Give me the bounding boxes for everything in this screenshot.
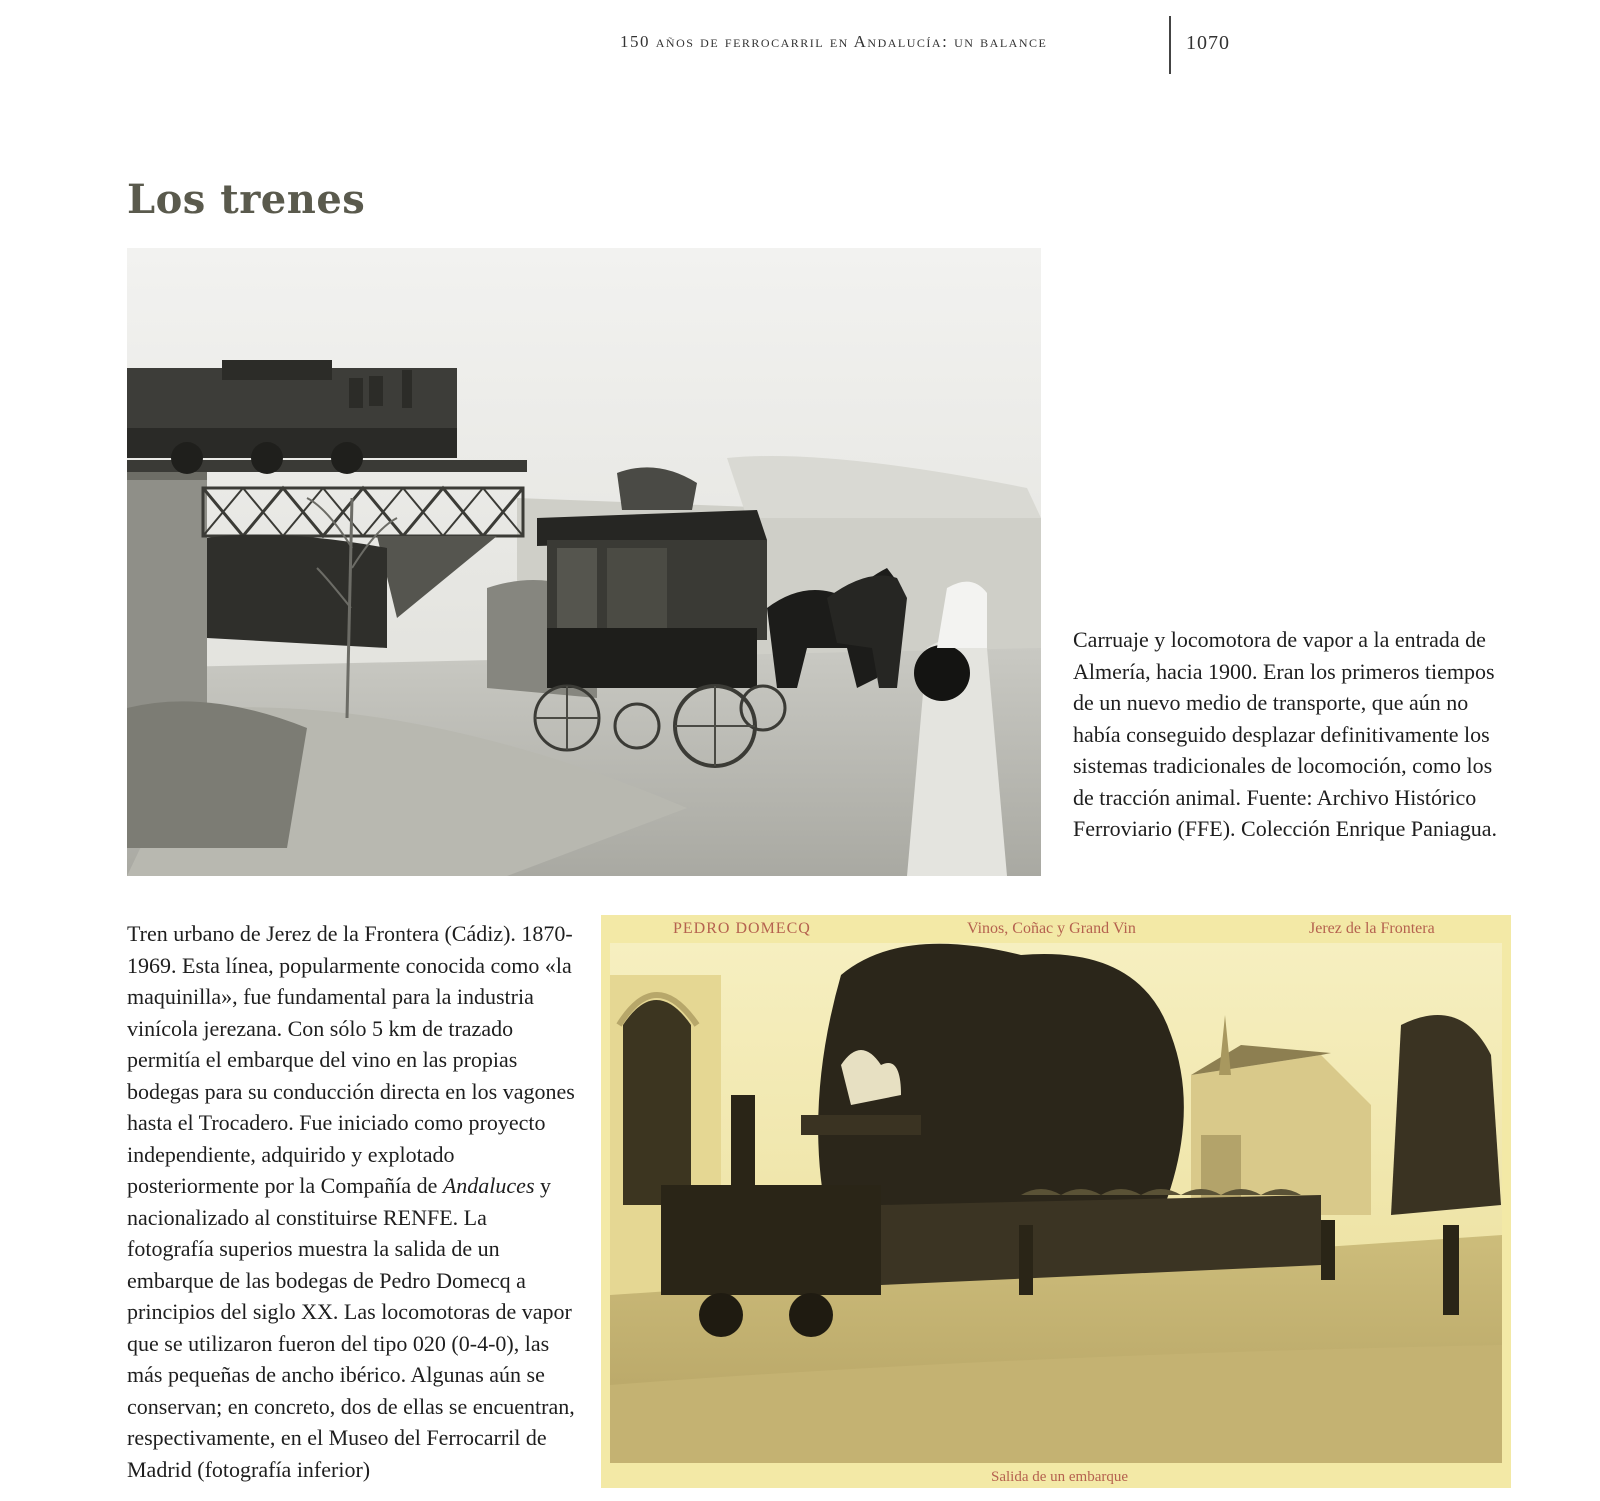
- caption-text-end: y nacionalizado al constituirse RENFE. La fotografía superios muestra la salida de un embarque de las bodegas de Pedro Domecq a principios del siglo XX. Las locomotoras de vapor que se utilizaron fueron del tipo 020 (0-4-0), las más pequeñas de ancho ibérico. Algunas aún se conservan; en concreto, dos de ellas se encuentran, respectivamente, en el Museo del Ferrocarril de Madrid (fotografía inferior): [127, 1173, 575, 1482]
- running-header: 150 años de ferrocarril en Andalucía: un balance: [620, 32, 1048, 51]
- postcard-tagline: Vinos, Coñac y Grand Vin: [967, 920, 1136, 937]
- carriage-locomotive-photo: [127, 248, 1041, 876]
- pedro-domecq-postcard: [601, 915, 1511, 1488]
- postcard-location: Jerez de la Frontera: [1309, 920, 1435, 937]
- caption-text-start: Tren urbano de Jerez de la Frontera (Cádiz). 1870-1969. Esta línea, popularmente conocida como «la maquinilla», fue fundamental para la industria vinícola jerezana. Con sólo 5 km de trazado permitía el embarque del vino en las propias bodegas para su conducción directa en los vagones hasta el Trocadero. Fue iniciado como proyecto independiente, adquirido y explotado posteriormente por la Compañía de: [127, 921, 575, 1198]
- caption-italic-company: Andaluces: [442, 1173, 535, 1198]
- jerez-train-caption: [127, 918, 575, 1485]
- header-divider: [1169, 16, 1171, 74]
- postcard-brand: PEDRO DOMECQ: [673, 920, 811, 937]
- postcard-subtitle: Salida de un embarque: [991, 1469, 1129, 1485]
- page-number: 1070: [1186, 32, 1230, 54]
- carriage-photo-caption: Carruaje y locomotora de vapor a la entrada de Almería, hacia 1900. Eran los primeros tiempos de un nuevo medio de transporte, que aún no había conseguido desplazar definitivamente los sistemas tradicionales de locomoción, como los de tracción animal. Fuente: Archivo Histórico Ferroviario (FFE). Colección Enrique Paniagua.: [1073, 627, 1498, 841]
- section-title: Los trenes: [127, 176, 366, 223]
